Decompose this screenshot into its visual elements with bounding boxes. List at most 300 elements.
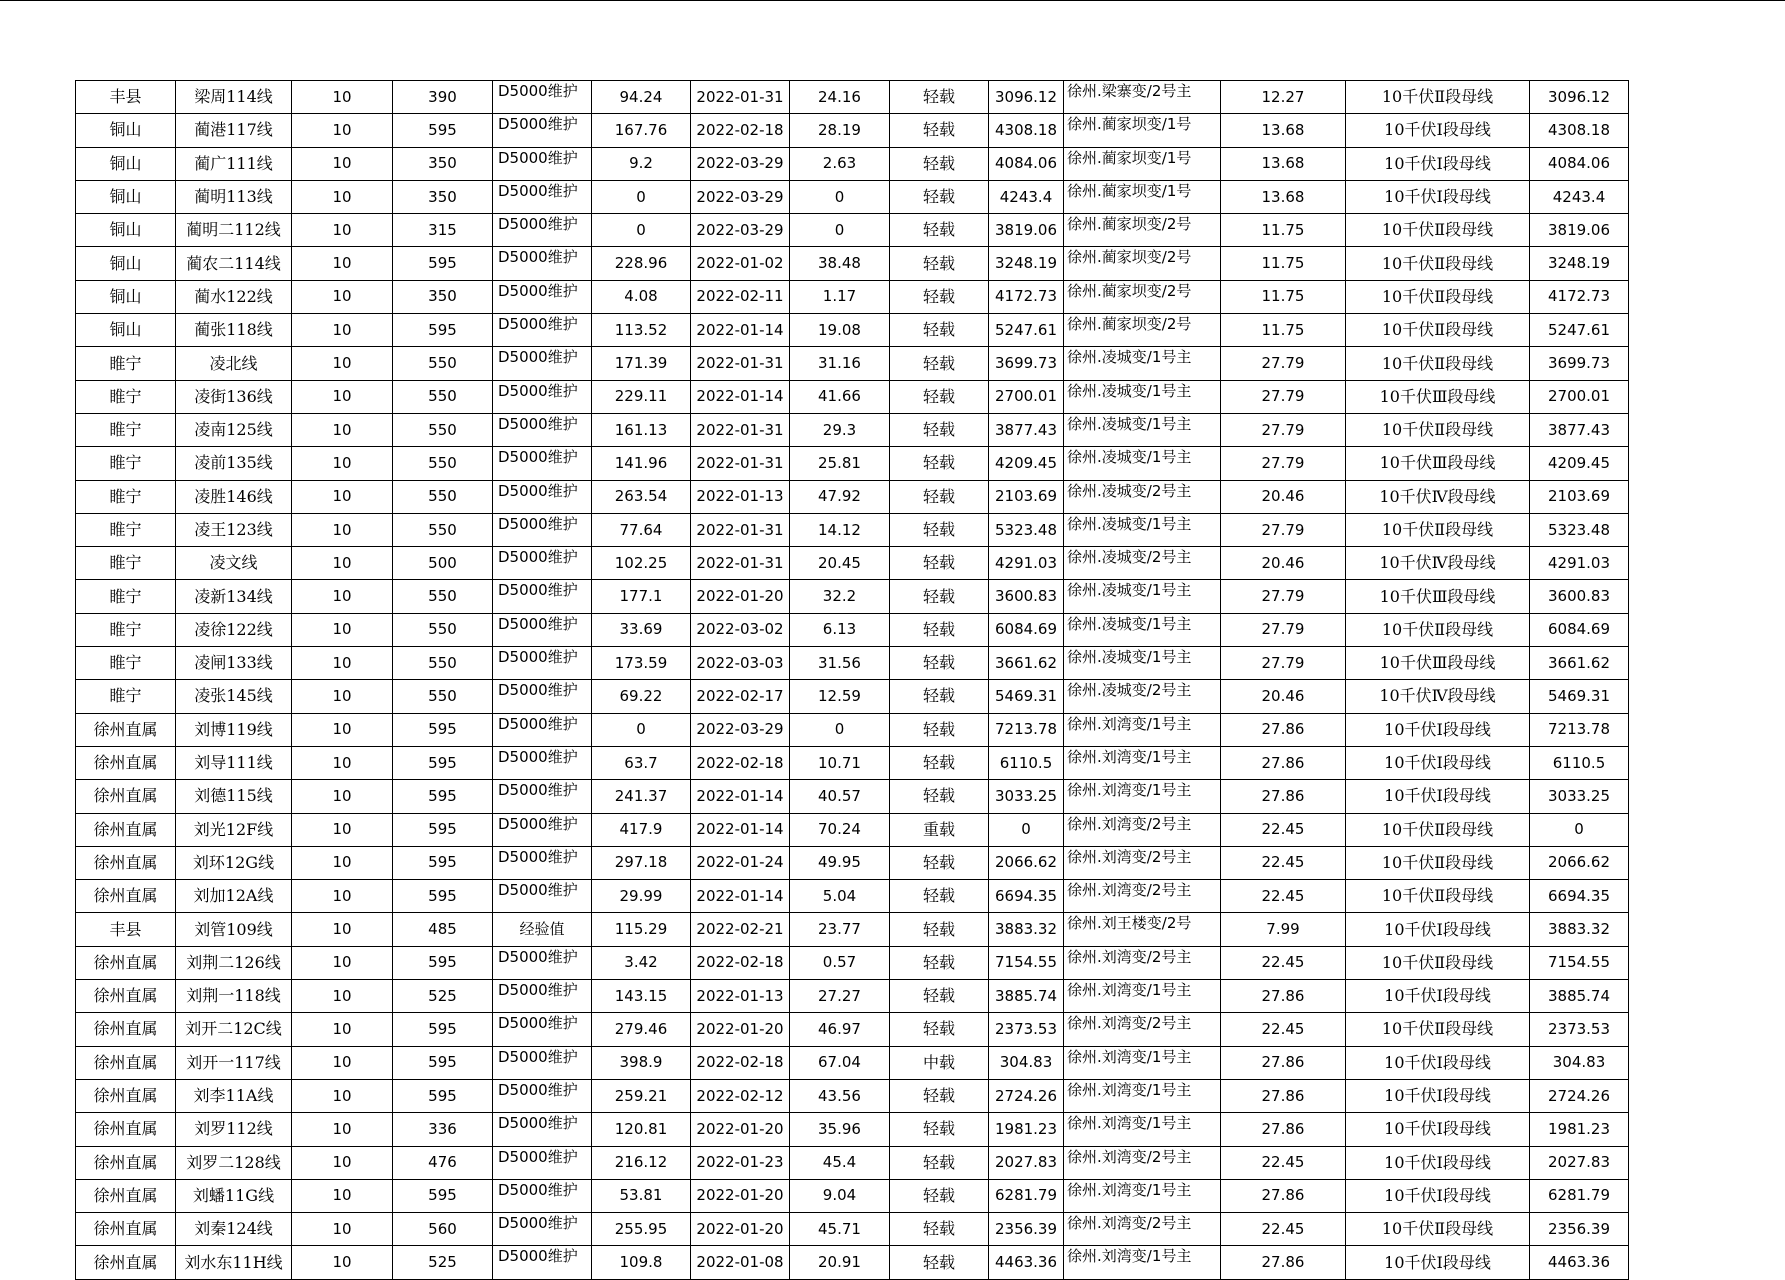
load-status-cell: 轻载 [890,1179,989,1212]
capacity-margin-cell: 3883.32 [1530,913,1629,946]
max-date-cell: 2022-02-21 [691,913,790,946]
district-cell: 徐州直属 [76,1013,176,1046]
line-name-cell: 刘光12F线 [176,813,292,846]
transformer-cell: 徐州.凌城变/1号主 [1064,347,1221,380]
max-current-cell: 102.25 [592,547,691,580]
load-status-cell: 轻载 [890,380,989,413]
max-date-cell: 2022-02-18 [691,1046,790,1079]
voltage-cell: 10 [292,81,393,114]
line-name-cell: 蔺水122线 [176,280,292,313]
load-rate-cell: 32.2 [790,580,890,613]
max-current-cell: 0 [592,214,691,247]
district-cell: 睢宁 [76,347,176,380]
rated-current-cell: 595 [393,846,493,879]
district-cell: 徐州直属 [76,713,176,746]
load-rate-cell: 0 [790,214,890,247]
table-row [76,1013,1629,1046]
rated-current-cell: 485 [393,913,493,946]
max-current-cell: 63.7 [592,746,691,779]
transformer-cell: 徐州.刘湾变/1号主 [1064,746,1221,779]
capacity-margin-cell: 4308.18 [1530,114,1629,147]
available-capacity-cell: 4209.45 [989,447,1064,480]
table-row [76,513,1629,546]
source-cell: D5000维护 [493,1046,592,1079]
source-cell: D5000维护 [493,214,592,247]
transformer-cell: 徐州.蔺家坝变/1号 [1064,114,1221,147]
line-name-cell: 刘罗112线 [176,1113,292,1146]
available-capacity-cell: 3600.83 [989,580,1064,613]
table-row [76,180,1629,213]
max-current-cell: 173.59 [592,647,691,680]
district-cell: 徐州直属 [76,1179,176,1212]
bus-section-cell: 10千伏Ⅰ段母线 [1346,746,1530,779]
table-row [76,613,1629,646]
line-name-cell: 蔺农二114线 [176,247,292,280]
voltage-cell: 10 [292,380,393,413]
rated-current-cell: 595 [393,314,493,347]
voltage-cell: 10 [292,547,393,580]
rated-current-cell: 550 [393,480,493,513]
capacity-margin-cell: 4172.73 [1530,280,1629,313]
transformer-cell: 徐州.凌城变/1号主 [1064,580,1221,613]
max-date-cell: 2022-01-23 [691,1146,790,1179]
transformer-load-cell: 13.68 [1221,147,1346,180]
district-cell: 睢宁 [76,447,176,480]
voltage-cell: 10 [292,1113,393,1146]
max-current-cell: 177.1 [592,580,691,613]
capacity-margin-cell: 2724.26 [1530,1079,1629,1112]
voltage-cell: 10 [292,846,393,879]
transformer-cell: 徐州.刘湾变/1号主 [1064,1246,1221,1279]
table-row [76,647,1629,680]
transformer-cell: 徐州.梁寨变/2号主 [1064,81,1221,114]
load-status-cell: 轻载 [890,1146,989,1179]
load-status-cell: 轻载 [890,580,989,613]
district-cell: 睢宁 [76,613,176,646]
line-name-cell: 刘秦124线 [176,1213,292,1246]
district-cell: 睢宁 [76,513,176,546]
transformer-cell: 徐州.蔺家坝变/2号 [1064,280,1221,313]
available-capacity-cell: 6694.35 [989,880,1064,913]
available-capacity-cell: 5323.48 [989,513,1064,546]
load-status-cell: 轻载 [890,413,989,446]
line-name-cell: 蔺港117线 [176,114,292,147]
capacity-margin-cell: 3600.83 [1530,580,1629,613]
max-current-cell: 4.08 [592,280,691,313]
load-rate-cell: 2.63 [790,147,890,180]
line-name-cell: 凌南125线 [176,413,292,446]
load-status-cell: 中载 [890,1046,989,1079]
rated-current-cell: 350 [393,280,493,313]
table-row [76,713,1629,746]
voltage-cell: 10 [292,280,393,313]
transformer-load-cell: 20.46 [1221,680,1346,713]
available-capacity-cell: 3096.12 [989,81,1064,114]
district-cell: 徐州直属 [76,946,176,979]
rated-current-cell: 550 [393,613,493,646]
bus-section-cell: 10千伏Ⅱ段母线 [1346,247,1530,280]
rated-current-cell: 315 [393,214,493,247]
max-current-cell: 259.21 [592,1079,691,1112]
table-row [76,114,1629,147]
district-cell: 徐州直属 [76,1113,176,1146]
transformer-load-cell: 22.45 [1221,813,1346,846]
bus-section-cell: 10千伏Ⅲ段母线 [1346,647,1530,680]
transformer-cell: 徐州.凌城变/1号主 [1064,413,1221,446]
rated-current-cell: 500 [393,547,493,580]
load-status-cell: 轻载 [890,447,989,480]
source-cell: D5000维护 [493,746,592,779]
load-status-cell: 轻载 [890,746,989,779]
max-date-cell: 2022-02-12 [691,1079,790,1112]
load-rate-cell: 27.27 [790,980,890,1013]
max-current-cell: 216.12 [592,1146,691,1179]
transformer-load-cell: 27.86 [1221,713,1346,746]
max-current-cell: 141.96 [592,447,691,480]
max-date-cell: 2022-02-11 [691,280,790,313]
rated-current-cell: 595 [393,114,493,147]
voltage-cell: 10 [292,647,393,680]
bus-section-cell: 10千伏Ⅱ段母线 [1346,280,1530,313]
line-name-cell: 凌前135线 [176,447,292,480]
voltage-cell: 10 [292,613,393,646]
max-current-cell: 0 [592,713,691,746]
bus-section-cell: 10千伏Ⅰ段母线 [1346,1079,1530,1112]
line-name-cell: 刘开二12C线 [176,1013,292,1046]
line-name-cell: 凌徐122线 [176,613,292,646]
transformer-load-cell: 27.79 [1221,380,1346,413]
max-current-cell: 29.99 [592,880,691,913]
available-capacity-cell: 3033.25 [989,780,1064,813]
district-cell: 睢宁 [76,547,176,580]
max-date-cell: 2022-03-29 [691,147,790,180]
table-row [76,147,1629,180]
bus-section-cell: 10千伏Ⅱ段母线 [1346,413,1530,446]
voltage-cell: 10 [292,913,393,946]
max-date-cell: 2022-01-02 [691,247,790,280]
district-cell: 铜山 [76,180,176,213]
capacity-margin-cell: 0 [1530,813,1629,846]
load-rate-cell: 70.24 [790,813,890,846]
district-cell: 睢宁 [76,580,176,613]
table-row [76,1179,1629,1212]
voltage-cell: 10 [292,247,393,280]
load-status-cell: 轻载 [890,1246,989,1279]
bus-section-cell: 10千伏Ⅱ段母线 [1346,946,1530,979]
table-row [76,280,1629,313]
capacity-margin-cell: 2373.53 [1530,1013,1629,1046]
rated-current-cell: 525 [393,980,493,1013]
rated-current-cell: 550 [393,513,493,546]
capacity-margin-cell: 2103.69 [1530,480,1629,513]
load-rate-cell: 20.45 [790,547,890,580]
table-row [76,780,1629,813]
transformer-cell: 徐州.凌城变/2号主 [1064,480,1221,513]
capacity-margin-cell: 3248.19 [1530,247,1629,280]
source-cell: D5000维护 [493,347,592,380]
district-cell: 徐州直属 [76,1079,176,1112]
rated-current-cell: 560 [393,1213,493,1246]
load-status-cell: 轻载 [890,114,989,147]
voltage-cell: 10 [292,1179,393,1212]
max-date-cell: 2022-02-17 [691,680,790,713]
line-name-cell: 刘德115线 [176,780,292,813]
district-cell: 铜山 [76,314,176,347]
district-cell: 睢宁 [76,647,176,680]
voltage-cell: 10 [292,1013,393,1046]
voltage-cell: 10 [292,347,393,380]
bus-section-cell: 10千伏Ⅱ段母线 [1346,613,1530,646]
capacity-margin-cell: 6084.69 [1530,613,1629,646]
bus-section-cell: 10千伏Ⅳ段母线 [1346,480,1530,513]
load-rate-cell: 28.19 [790,114,890,147]
rated-current-cell: 550 [393,580,493,613]
source-cell: D5000维护 [493,480,592,513]
capacity-margin-cell: 3661.62 [1530,647,1629,680]
capacity-margin-cell: 5469.31 [1530,680,1629,713]
load-status-cell: 轻载 [890,680,989,713]
max-date-cell: 2022-01-14 [691,880,790,913]
line-name-cell: 凌张145线 [176,680,292,713]
max-current-cell: 33.69 [592,613,691,646]
capacity-margin-cell: 4209.45 [1530,447,1629,480]
bus-section-cell: 10千伏Ⅱ段母线 [1346,813,1530,846]
transformer-cell: 徐州.刘湾变/1号主 [1064,780,1221,813]
rated-current-cell: 350 [393,180,493,213]
source-cell: D5000维护 [493,813,592,846]
source-cell: D5000维护 [493,413,592,446]
district-cell: 睢宁 [76,413,176,446]
source-cell: D5000维护 [493,780,592,813]
max-date-cell: 2022-03-02 [691,613,790,646]
load-rate-cell: 20.91 [790,1246,890,1279]
load-rate-cell: 5.04 [790,880,890,913]
max-current-cell: 0 [592,180,691,213]
line-name-cell: 刘水东11H线 [176,1246,292,1279]
available-capacity-cell: 4243.4 [989,180,1064,213]
voltage-cell: 10 [292,1046,393,1079]
source-cell: D5000维护 [493,380,592,413]
capacity-margin-cell: 6694.35 [1530,880,1629,913]
load-rate-cell: 35.96 [790,1113,890,1146]
table-row [76,680,1629,713]
load-rate-cell: 45.4 [790,1146,890,1179]
transformer-load-cell: 27.86 [1221,1079,1346,1112]
load-status-cell: 轻载 [890,347,989,380]
max-date-cell: 2022-01-31 [691,81,790,114]
load-status-cell: 轻载 [890,280,989,313]
available-capacity-cell: 2724.26 [989,1079,1064,1112]
capacity-margin-cell: 3877.43 [1530,413,1629,446]
max-current-cell: 279.46 [592,1013,691,1046]
max-current-cell: 120.81 [592,1113,691,1146]
voltage-cell: 10 [292,1146,393,1179]
available-capacity-cell: 3885.74 [989,980,1064,1013]
transformer-load-cell: 22.45 [1221,880,1346,913]
voltage-cell: 10 [292,447,393,480]
voltage-cell: 10 [292,946,393,979]
source-cell: D5000维护 [493,580,592,613]
rated-current-cell: 595 [393,1046,493,1079]
transformer-load-cell: 20.46 [1221,480,1346,513]
bus-section-cell: 10千伏Ⅰ段母线 [1346,913,1530,946]
source-cell: D5000维护 [493,980,592,1013]
capacity-margin-cell: 3819.06 [1530,214,1629,247]
voltage-cell: 10 [292,314,393,347]
load-rate-cell: 46.97 [790,1013,890,1046]
source-cell: D5000维护 [493,880,592,913]
load-rate-cell: 6.13 [790,613,890,646]
max-date-cell: 2022-02-18 [691,946,790,979]
table-row [76,1146,1629,1179]
transformer-cell: 徐州.凌城变/1号主 [1064,647,1221,680]
table-row [76,846,1629,879]
available-capacity-cell: 6281.79 [989,1179,1064,1212]
district-cell: 丰县 [76,913,176,946]
max-date-cell: 2022-01-20 [691,1179,790,1212]
bus-section-cell: 10千伏Ⅱ段母线 [1346,1013,1530,1046]
transformer-load-cell: 27.86 [1221,780,1346,813]
max-date-cell: 2022-01-13 [691,980,790,1013]
source-cell: D5000维护 [493,247,592,280]
max-date-cell: 2022-01-20 [691,1113,790,1146]
load-rate-cell: 31.16 [790,347,890,380]
line-name-cell: 凌胜146线 [176,480,292,513]
max-current-cell: 143.15 [592,980,691,1013]
available-capacity-cell: 0 [989,813,1064,846]
source-cell: D5000维护 [493,114,592,147]
capacity-margin-cell: 3033.25 [1530,780,1629,813]
voltage-cell: 10 [292,214,393,247]
bus-section-cell: 10千伏Ⅱ段母线 [1346,880,1530,913]
max-date-cell: 2022-01-08 [691,1246,790,1279]
line-name-cell: 刘导111线 [176,746,292,779]
available-capacity-cell: 2373.53 [989,1013,1064,1046]
load-rate-cell: 47.92 [790,480,890,513]
table-row [76,413,1629,446]
source-cell: D5000维护 [493,314,592,347]
bus-section-cell: 10千伏Ⅰ段母线 [1346,1113,1530,1146]
bus-section-cell: 10千伏Ⅰ段母线 [1346,1146,1530,1179]
available-capacity-cell: 304.83 [989,1046,1064,1079]
load-rate-cell: 0 [790,180,890,213]
load-rate-cell: 12.59 [790,680,890,713]
bus-section-cell: 10千伏Ⅱ段母线 [1346,846,1530,879]
voltage-cell: 10 [292,880,393,913]
bus-section-cell: 10千伏Ⅰ段母线 [1346,980,1530,1013]
capacity-margin-cell: 6281.79 [1530,1179,1629,1212]
load-status-cell: 轻载 [890,214,989,247]
max-date-cell: 2022-01-14 [691,314,790,347]
capacity-margin-cell: 2027.83 [1530,1146,1629,1179]
voltage-cell: 10 [292,1213,393,1246]
available-capacity-cell: 3819.06 [989,214,1064,247]
max-current-cell: 398.9 [592,1046,691,1079]
capacity-margin-cell: 5323.48 [1530,513,1629,546]
transformer-load-cell: 22.45 [1221,1146,1346,1179]
table-row [76,81,1629,114]
transformer-cell: 徐州.刘湾变/2号主 [1064,880,1221,913]
rated-current-cell: 350 [393,147,493,180]
transformer-cell: 徐州.蔺家坝变/1号 [1064,180,1221,213]
load-rate-cell: 9.04 [790,1179,890,1212]
load-rate-cell: 24.16 [790,81,890,114]
transformer-load-cell: 11.75 [1221,214,1346,247]
available-capacity-cell: 4463.36 [989,1246,1064,1279]
max-current-cell: 161.13 [592,413,691,446]
available-capacity-cell: 4308.18 [989,114,1064,147]
bus-section-cell: 10千伏Ⅲ段母线 [1346,380,1530,413]
rated-current-cell: 595 [393,247,493,280]
capacity-margin-cell: 4463.36 [1530,1246,1629,1279]
rated-current-cell: 595 [393,946,493,979]
rated-current-cell: 550 [393,680,493,713]
max-date-cell: 2022-03-29 [691,713,790,746]
transformer-load-cell: 27.79 [1221,447,1346,480]
table-row [76,1213,1629,1246]
load-status-cell: 轻载 [890,1213,989,1246]
district-cell: 铜山 [76,114,176,147]
load-status-cell: 轻载 [890,647,989,680]
max-current-cell: 297.18 [592,846,691,879]
load-rate-cell: 10.71 [790,746,890,779]
bus-section-cell: 10千伏Ⅱ段母线 [1346,81,1530,114]
bus-section-cell: 10千伏Ⅱ段母线 [1346,513,1530,546]
load-status-cell: 轻载 [890,81,989,114]
max-date-cell: 2022-01-20 [691,580,790,613]
capacity-margin-cell: 1981.23 [1530,1113,1629,1146]
transformer-load-cell: 22.45 [1221,1213,1346,1246]
rated-current-cell: 595 [393,746,493,779]
bus-section-cell: 10千伏Ⅰ段母线 [1346,713,1530,746]
bus-section-cell: 10千伏Ⅱ段母线 [1346,1213,1530,1246]
line-name-cell: 刘荆二126线 [176,946,292,979]
max-current-cell: 3.42 [592,946,691,979]
max-current-cell: 9.2 [592,147,691,180]
load-status-cell: 轻载 [890,513,989,546]
load-rate-cell: 43.56 [790,1079,890,1112]
load-status-cell: 轻载 [890,780,989,813]
load-status-cell: 轻载 [890,247,989,280]
available-capacity-cell: 3661.62 [989,647,1064,680]
available-capacity-cell: 3883.32 [989,913,1064,946]
max-date-cell: 2022-01-31 [691,513,790,546]
transformer-cell: 徐州.蔺家坝变/2号 [1064,214,1221,247]
load-rate-cell: 31.56 [790,647,890,680]
rated-current-cell: 595 [393,813,493,846]
district-cell: 徐州直属 [76,780,176,813]
source-cell: D5000维护 [493,180,592,213]
transformer-cell: 徐州.刘湾变/2号主 [1064,846,1221,879]
rated-current-cell: 595 [393,1013,493,1046]
line-name-cell: 刘蟠11G线 [176,1179,292,1212]
source-cell: D5000维护 [493,1113,592,1146]
load-rate-cell: 41.66 [790,380,890,413]
load-rate-cell: 45.71 [790,1213,890,1246]
line-name-cell: 凌闸133线 [176,647,292,680]
available-capacity-cell: 2700.01 [989,380,1064,413]
transformer-cell: 徐州.凌城变/1号主 [1064,447,1221,480]
rated-current-cell: 476 [393,1146,493,1179]
available-capacity-cell: 7213.78 [989,713,1064,746]
district-cell: 徐州直属 [76,980,176,1013]
max-current-cell: 109.8 [592,1246,691,1279]
available-capacity-cell: 4172.73 [989,280,1064,313]
line-name-cell: 梁周114线 [176,81,292,114]
load-status-cell: 轻载 [890,880,989,913]
district-cell: 铜山 [76,247,176,280]
district-cell: 丰县 [76,81,176,114]
